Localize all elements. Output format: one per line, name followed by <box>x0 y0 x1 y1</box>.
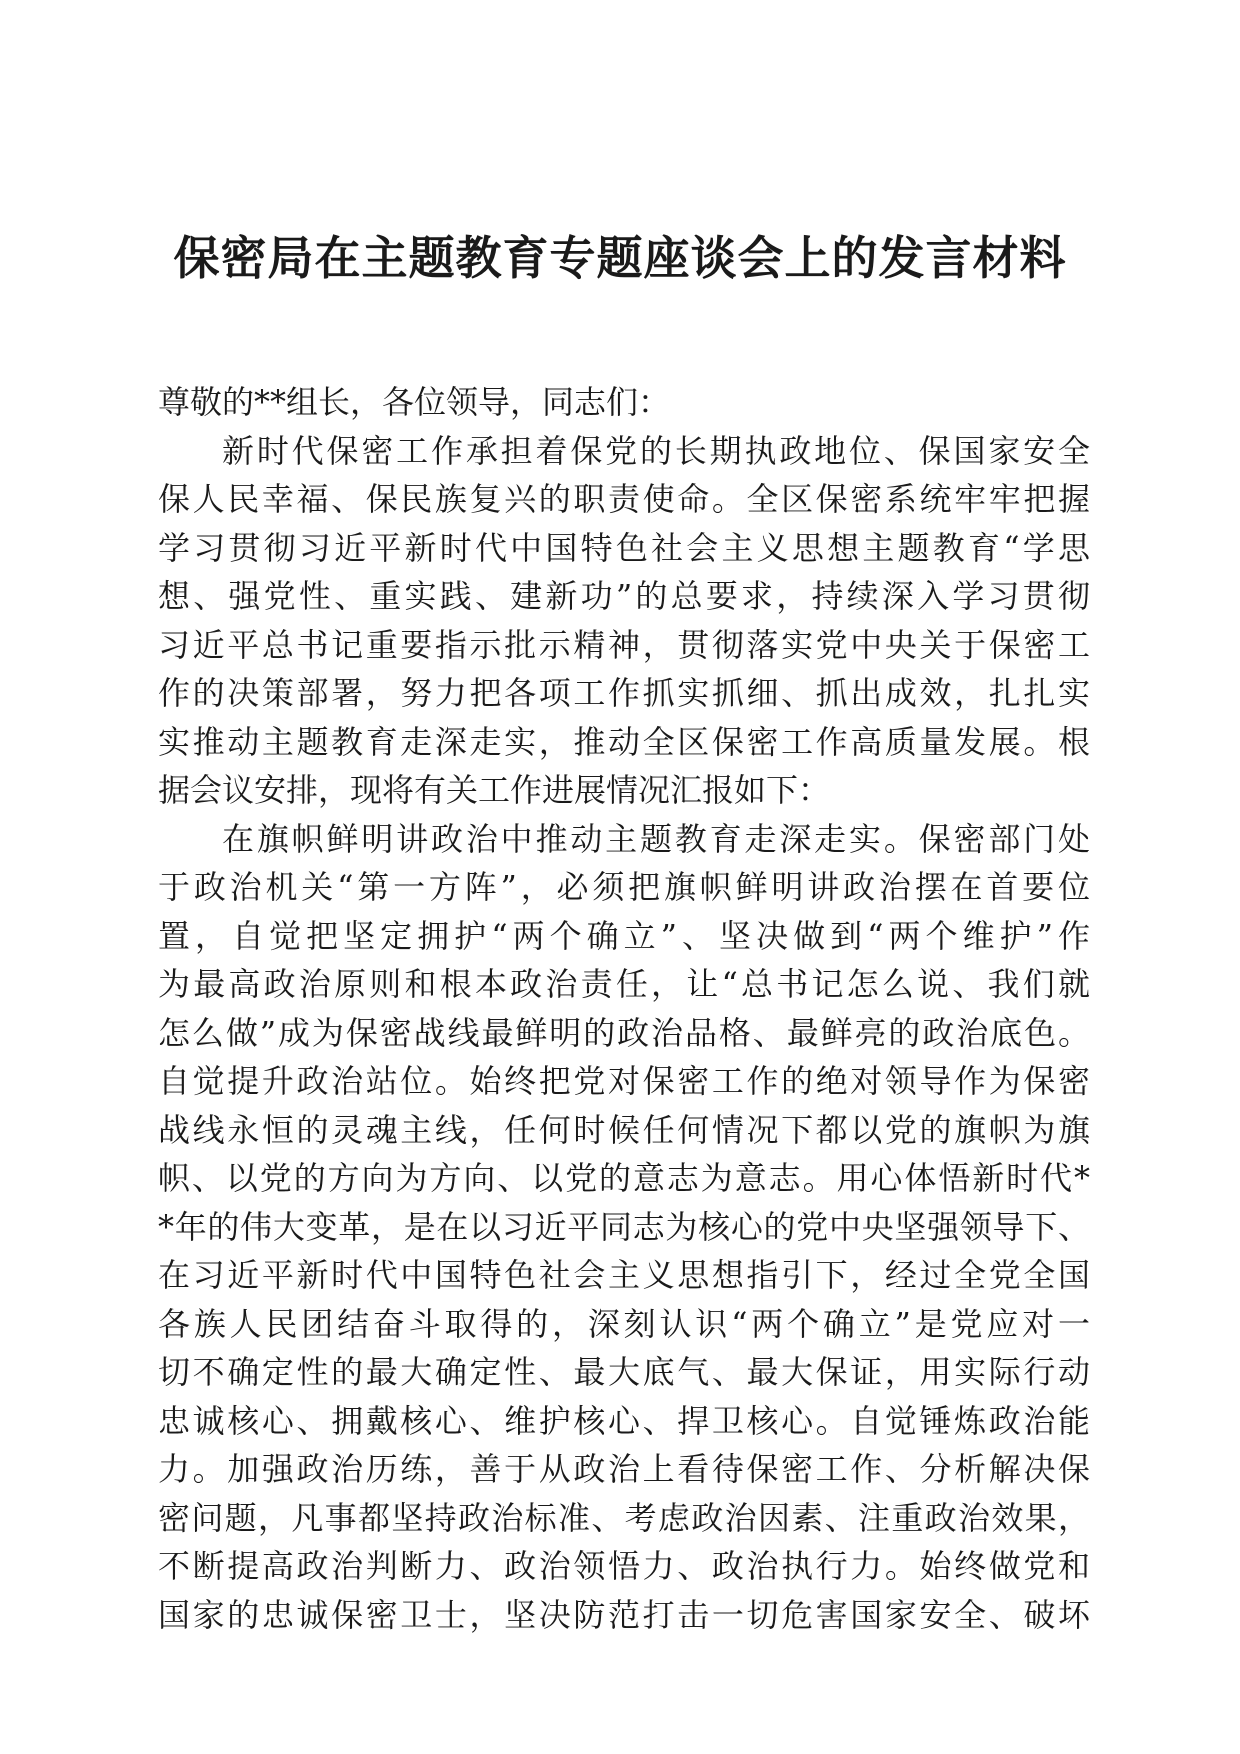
paragraph-line: 实推动主题教育走深走实，推动全区保密工作高质量发展。根 <box>158 722 1090 761</box>
paragraph-line: 保人民幸福、保民族复兴的职责使命。全区保密系统牢牢把握 <box>158 480 1090 518</box>
paragraph-line: *年的伟大变革，是在以习近平同志为核心的党中央坚强领导下、 <box>158 1207 1090 1246</box>
paragraph-line: 习近平总书记重要指示批示精神，贯彻落实党中央关于保密工 <box>158 625 1090 664</box>
paragraph-line: 想、强党性、重实践、建新功”的总要求，持续深入学习贯彻 <box>158 577 1090 615</box>
paragraph-line: 国家的忠诚保密卫士，坚决防范打击一切危害国家安全、破坏 <box>158 1595 1090 1634</box>
paragraph-line: 学习贯彻习近平新时代中国特色社会主义思想主题教育“学思 <box>158 528 1090 567</box>
paragraph-line: 忠诚核心、拥戴核心、维护核心、捍卫核心。自觉锤炼政治能 <box>158 1401 1090 1440</box>
paragraph-line: 自觉提升政治站位。始终把党对保密工作的绝对领导作为保密 <box>158 1062 1090 1100</box>
paragraph-line: 切不确定性的最大确定性、最大底气、最大保证，用实际行动 <box>158 1353 1090 1391</box>
paragraph-line: 在习近平新时代中国特色社会主义思想指引下，经过全党全国 <box>158 1256 1090 1294</box>
document-body <box>158 378 1090 1639</box>
paragraph-line: 在旗帜鲜明讲政治中推动主题教育走深走实。保密部门处 <box>222 819 1090 858</box>
paragraph-line: 据会议安排，现将有关工作进展情况汇报如下： <box>158 771 831 809</box>
document-title: 保密局在主题教育专题座谈会上的发言材料 <box>173 231 1067 285</box>
paragraph-line: 力。加强政治历练，善于从政治上看待保密工作、分析解决保 <box>158 1450 1090 1488</box>
paragraph-line: 密问题，凡事都坚持政治标准、考虑政治因素、注重政治效果， <box>158 1498 1090 1537</box>
paragraph-line: 帜、以党的方向为方向、以党的意志为意志。用心体悟新时代* <box>158 1159 1090 1197</box>
paragraph-line: 置，自觉把坚定拥护“两个确立”、坚决做到“两个维护”作 <box>158 916 1090 955</box>
salutation-line: 尊敬的**组长，各位领导，同志们： <box>158 383 671 421</box>
paragraph-line: 不断提高政治判断力、政治领悟力、政治执行力。始终做党和 <box>158 1547 1090 1585</box>
paragraph-line: 各族人民团结奋斗取得的，深刻认识“两个确立”是党应对一 <box>158 1304 1090 1343</box>
paragraph-line: 战线永恒的灵魂主线，任何时候任何情况下都以党的旗帜为旗 <box>158 1110 1090 1149</box>
paragraph-line: 为最高政治原则和根本政治责任，让“总书记怎么说、我们就 <box>158 965 1090 1003</box>
paragraph-line: 怎么做”成为保密战线最鲜明的政治品格、最鲜亮的政治底色。 <box>158 1013 1090 1052</box>
paragraph-line: 于政治机关“第一方阵”，必须把旗帜鲜明讲政治摆在首要位 <box>158 868 1090 906</box>
paragraph-line: 新时代保密工作承担着保党的长期执政地位、保国家安全 <box>222 431 1090 470</box>
paragraph-line: 作的决策部署，努力把各项工作抓实抓细、抓出成效，扎扎实 <box>158 674 1090 712</box>
